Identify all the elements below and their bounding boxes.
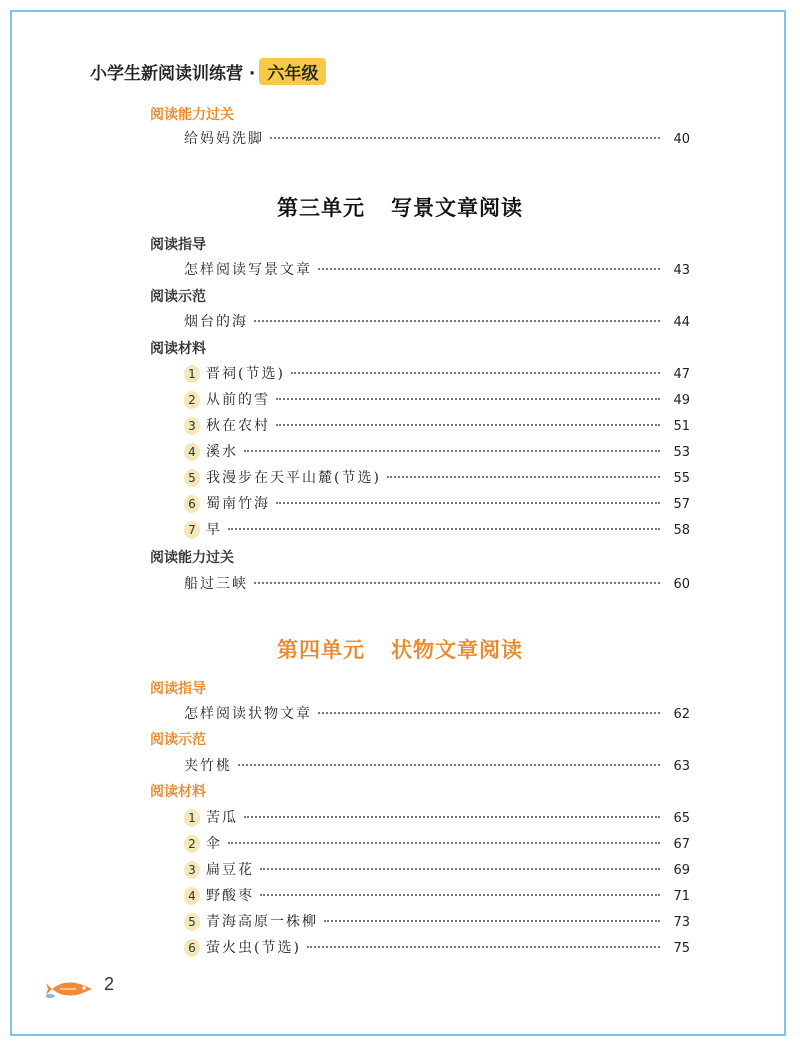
entry-title: 从前的雪 [206,392,270,408]
entry-title: 怎样阅读写景文章 [184,262,312,278]
section-label-demo: 阅读示范 [150,732,206,748]
entry-title: 蜀南竹海 [206,496,270,512]
toc-entry[interactable] [184,937,690,959]
entry-page: 63 [673,759,690,774]
entry-page: 40 [673,132,690,147]
toc-entry[interactable] [184,833,690,855]
toc-entry[interactable] [184,259,690,281]
unit3-title-number: 第三单元 [277,195,365,220]
entry-number: 5 [184,913,200,931]
entry-title: 我漫步在天平山麓(节选) [206,470,381,486]
section-label-ability-check-unit2: 阅读能力过关 [150,107,234,123]
entry-number: 3 [184,861,200,879]
section-label-materials: 阅读材料 [150,784,206,800]
entry-title: 给妈妈洗脚 [184,131,264,147]
entry-number: 2 [184,391,200,409]
grade-badge: 六年级 [259,58,326,85]
leader-dots [244,450,660,452]
toc-entry[interactable] [184,755,690,777]
leader-dots [270,137,660,139]
entry-number: 6 [184,939,200,957]
leader-dots [291,372,660,374]
entry-title: 夹竹桃 [184,758,232,774]
entry-title: 萤火虫(节选) [206,940,301,956]
leader-dots [254,582,660,584]
entry-page: 47 [673,367,690,382]
entry-page: 51 [673,419,690,434]
leader-dots [254,320,660,322]
section-label-guide: 阅读指导 [150,681,206,697]
fish-icon [46,978,96,1000]
entry-page: 69 [673,863,690,878]
entry-number: 2 [184,835,200,853]
entry-title: 苦瓜 [206,810,238,826]
leader-dots [238,764,660,766]
entry-page: 43 [673,263,690,278]
page-number: 2 [104,974,115,994]
leader-dots [276,398,660,400]
entry-number: 6 [184,495,200,513]
entry-number: 4 [184,887,200,905]
leader-dots [244,816,660,818]
entry-title: 秋在农村 [206,418,270,434]
unit4-title [0,634,800,664]
running-header [90,58,326,85]
leader-dots [307,946,660,948]
entry-number: 7 [184,521,200,539]
leader-dots [228,528,660,530]
unit4-title-topic: 状物文章阅读 [391,637,523,662]
entry-number: 4 [184,443,200,461]
toc-entry[interactable] [184,859,690,881]
entry-page: 53 [673,445,690,460]
entry-title: 扁豆花 [206,862,254,878]
entry-title: 晋祠(节选) [206,366,285,382]
section-label-ability-check: 阅读能力过关 [150,550,234,566]
entry-title: 烟台的海 [184,314,248,330]
toc-entry[interactable] [184,885,690,907]
leader-dots [276,424,660,426]
entry-page: 58 [673,523,690,538]
toc-entry[interactable] [184,363,690,385]
entry-page: 44 [673,315,690,330]
entry-page: 71 [673,889,690,904]
entry-page: 67 [673,837,690,852]
entry-page: 55 [673,471,690,486]
toc-entry[interactable] [184,467,690,489]
leader-dots [318,268,660,270]
leader-dots [260,868,660,870]
entry-title: 青海高原一株柳 [206,914,318,930]
entry-page: 62 [673,707,690,722]
toc-entry[interactable] [184,311,690,333]
entry-title: 怎样阅读状物文章 [184,706,312,722]
toc-entry[interactable] [184,493,690,515]
entry-number: 3 [184,417,200,435]
entry-page: 65 [673,811,690,826]
leader-dots [276,502,660,504]
entry-title: 早 [206,522,222,538]
entry-page: 57 [673,497,690,512]
leader-dots [260,894,660,896]
entry-page: 60 [673,577,690,592]
toc-entry[interactable] [184,389,690,411]
toc-entry[interactable] [184,128,690,150]
section-label-guide: 阅读指导 [150,237,206,253]
entry-title: 野酸枣 [206,888,254,904]
unit3-title-topic: 写景文章阅读 [391,195,523,220]
toc-entry[interactable] [184,519,690,541]
leader-dots [228,842,660,844]
toc-entry[interactable] [184,573,690,595]
section-label-demo: 阅读示范 [150,289,206,305]
series-title: 小学生新阅读训练营 · [90,64,256,84]
entry-title: 伞 [206,836,222,852]
toc-entry[interactable] [184,911,690,933]
toc-entry[interactable] [184,415,690,437]
unit3-title [0,192,800,222]
entry-number: 5 [184,469,200,487]
unit4-title-number: 第四单元 [277,637,365,662]
leader-dots [387,476,660,478]
toc-entry[interactable] [184,703,690,725]
toc-entry[interactable] [184,807,690,829]
toc-entry[interactable] [184,441,690,463]
entry-page: 49 [673,393,690,408]
entry-title: 溪水 [206,444,238,460]
entry-number: 1 [184,809,200,827]
entry-page: 73 [673,915,690,930]
leader-dots [318,712,660,714]
section-label-materials: 阅读材料 [150,341,206,357]
leader-dots [324,920,660,922]
entry-title: 船过三峡 [184,576,248,592]
entry-number: 1 [184,365,200,383]
entry-page: 75 [673,941,690,956]
